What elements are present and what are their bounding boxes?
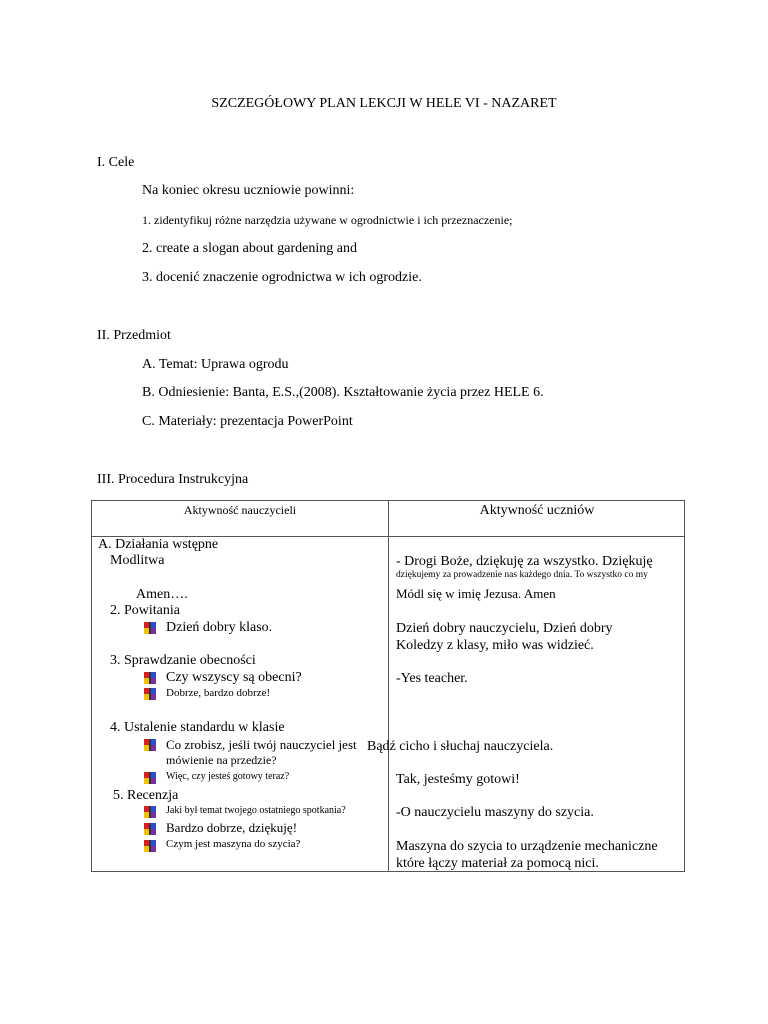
subject-topic: A. Temat: Uprawa ogrodu bbox=[142, 357, 289, 372]
standard-question-line1: Co zrobisz, jeśli twój nauczyciel jest bbox=[166, 737, 357, 752]
machine-response-line1: Maszyna do szycia to urządzenie mechaniczne bbox=[396, 839, 658, 854]
greeting-response-line2: Koledzy z klasy, miło was widzieć. bbox=[396, 638, 594, 653]
colored-arrow-bullet-icon bbox=[144, 688, 156, 700]
teacher-activity-header: Aktywność nauczycieli bbox=[183, 503, 297, 517]
attendance-response: -Yes teacher. bbox=[396, 671, 468, 686]
colored-arrow-bullet-icon bbox=[144, 672, 156, 684]
greeting-response-line1: Dzień dobry nauczycielu, Dzień dobry bbox=[396, 621, 613, 636]
attendance-heading: 3. Sprawdzanie obecności bbox=[110, 653, 256, 668]
section-3-heading: III. Procedura Instrukcyjna bbox=[97, 472, 249, 487]
colored-arrow-bullet-icon bbox=[144, 772, 156, 784]
attendance-question: Czy wszyscy są obecni? bbox=[166, 670, 302, 685]
procedure-table bbox=[91, 500, 685, 872]
prayer-label: Modlitwa bbox=[110, 553, 165, 568]
subject-reference: B. Odniesienie: Banta, E.S.,(2008). Kształtowanie życia przez HELE 6. bbox=[142, 385, 544, 400]
prayer-response-line3: Módl się w imię Jezusa. Amen bbox=[396, 586, 556, 601]
ready-response: Tak, jesteśmy gotowi! bbox=[396, 772, 520, 787]
colored-arrow-bullet-icon bbox=[144, 622, 156, 634]
amen-label: Amen…. bbox=[136, 587, 188, 602]
student-activity-header: Aktywność uczniów bbox=[479, 503, 595, 518]
machine-response-line2: które łączy materiał za pomocą nici. bbox=[396, 856, 599, 871]
objective-3: 3. docenić znaczenie ogrodnictwa w ich ogrodzie. bbox=[142, 270, 422, 285]
attendance-praise: Dobrze, bardzo dobrze! bbox=[166, 687, 271, 699]
review-praise: Bardzo dobrze, dziękuję! bbox=[166, 820, 298, 835]
objective-1: 1. zidentyfikuj różne narzędzia używane w ogrodnictwie i ich przeznaczenie; bbox=[142, 213, 513, 227]
introductory-activities-heading: A. Działania wstępne bbox=[98, 537, 219, 552]
review-heading: 5. Recenzja bbox=[113, 788, 179, 803]
colored-arrow-bullet-icon bbox=[144, 840, 156, 852]
table-column-divider bbox=[388, 501, 389, 871]
standard-question-line2: mówienie na przedzie? bbox=[166, 753, 277, 767]
subject-materials: C. Materiały: prezentacja PowerPoint bbox=[142, 414, 353, 429]
section-2-heading: II. Przedmiot bbox=[97, 328, 171, 343]
classroom-standard-heading: 4. Ustalenie standardu w klasie bbox=[110, 720, 285, 735]
review-question-topic: Jaki był temat twojego ostatniego spotkania? bbox=[166, 805, 346, 816]
greeting-line: Dzień dobry klaso. bbox=[166, 620, 273, 635]
section-1-intro: Na koniec okresu uczniowie powinni: bbox=[142, 183, 355, 198]
prayer-response-line1: - Drogi Boże, dziękuję za wszystko. Dziękuję bbox=[396, 554, 653, 569]
document-title: SZCZEGÓŁOWY PLAN LEKCJI W HELE VI - NAZARET bbox=[211, 96, 557, 111]
sewing-machine-question: Czym jest maszyna do szycia? bbox=[166, 838, 301, 850]
colored-arrow-bullet-icon bbox=[144, 806, 156, 818]
standard-response: Bądź cicho i słuchaj nauczyciela. bbox=[367, 739, 554, 754]
ready-question: Więc, czy jesteś gotowy teraz? bbox=[166, 771, 290, 782]
section-1-heading: I. Cele bbox=[97, 155, 135, 170]
colored-arrow-bullet-icon bbox=[144, 739, 156, 751]
prayer-response-line2: dziękujemy za prowadzenie nas każdego dnia. To wszystko co my bbox=[396, 570, 648, 580]
topic-response: -O nauczycielu maszyny do szycia. bbox=[396, 805, 594, 820]
greetings-heading: 2. Powitania bbox=[110, 603, 180, 618]
objective-2: 2. create a slogan about gardening and bbox=[142, 241, 357, 256]
colored-arrow-bullet-icon bbox=[144, 823, 156, 835]
